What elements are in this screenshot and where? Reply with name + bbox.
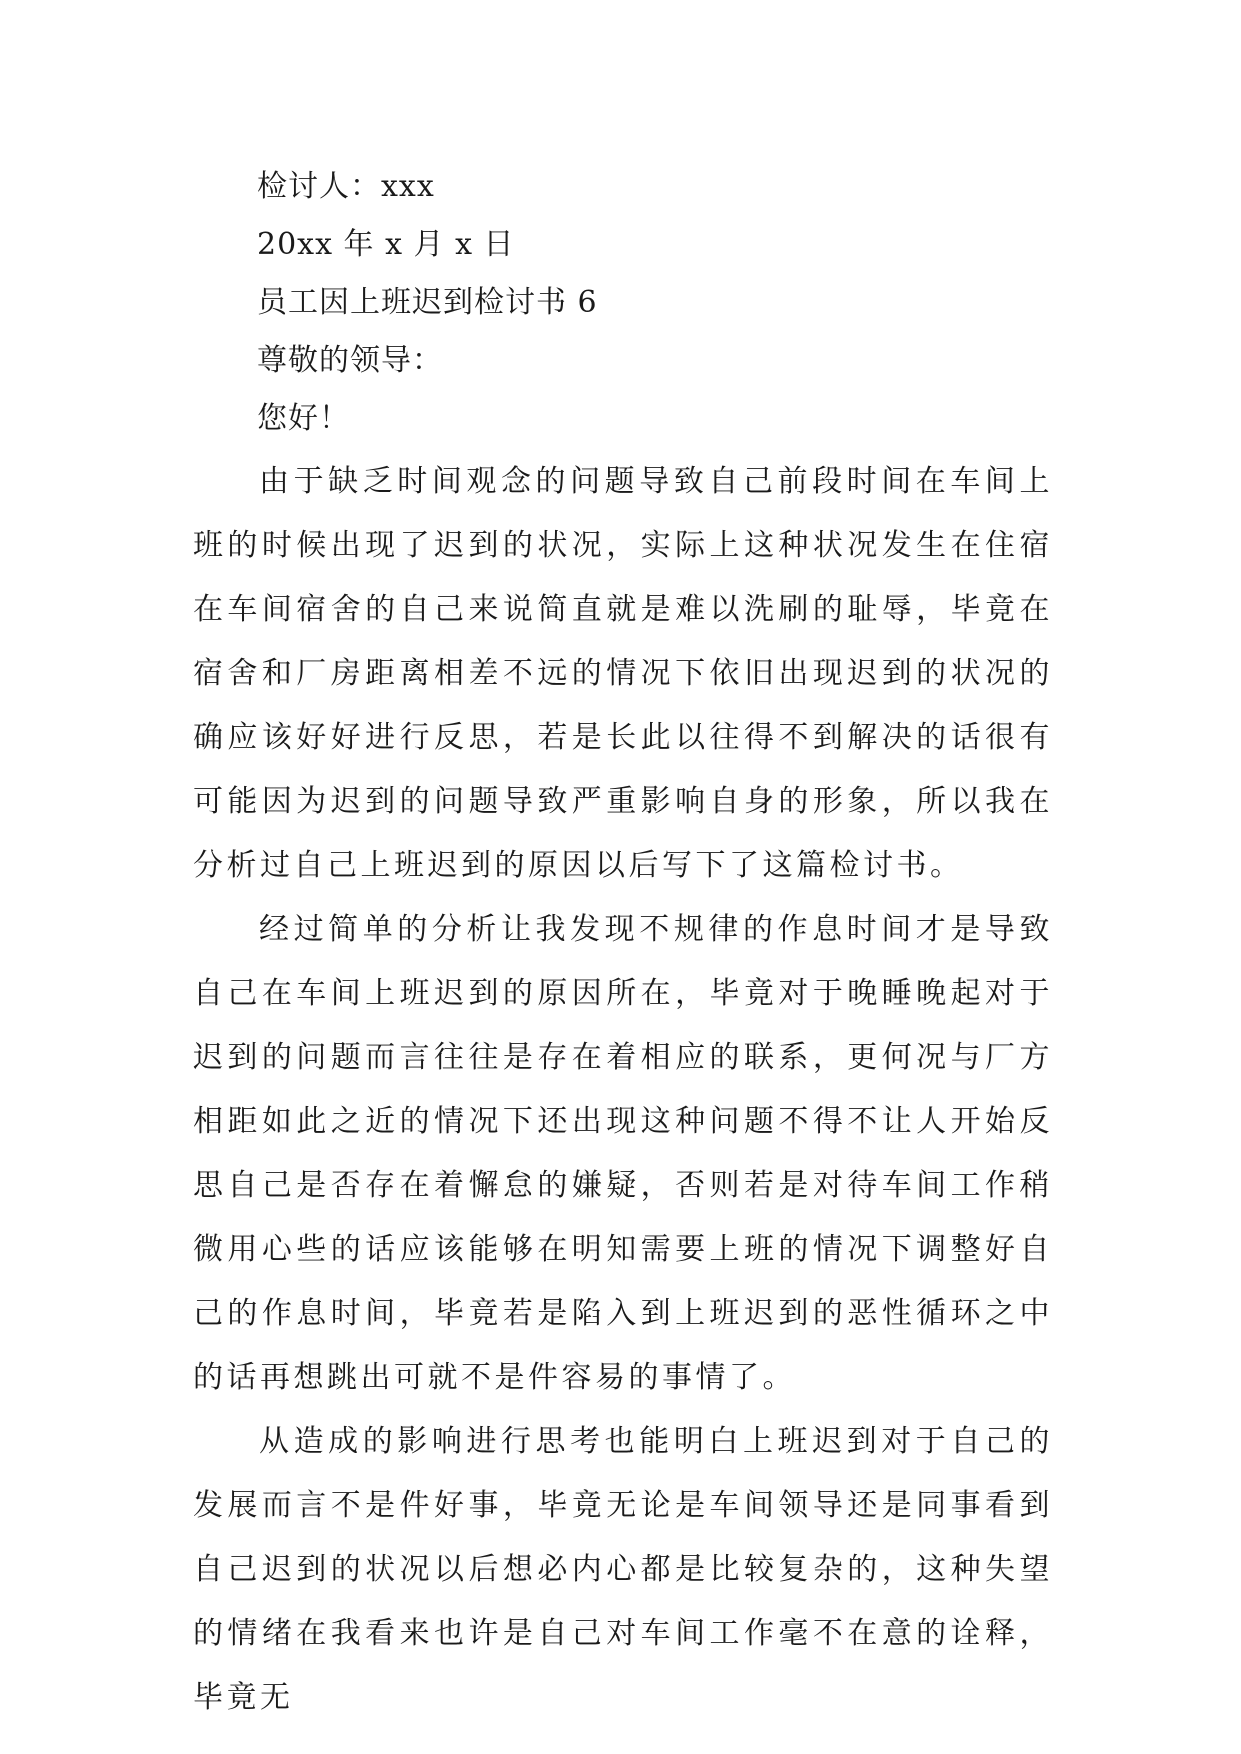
body-paragraph: 从造成的影响进行思考也能明白上班迟到对于自己的发展而言不是件好事，毕竟无论是车间领导还是同事看到自己迟到的状况以后想必内心都是比较复杂的，这种失望的情绪在我看来也许是自己对车间工作毫不在意的诠释，毕竟无 — [193, 1424, 1053, 1715]
date-line: 20xx 年 x 月 x 日 — [257, 227, 515, 262]
body-paragraph: 经过简单的分析让我发现不规律的作息时间才是导致自己在车间上班迟到的原因所在，毕竟对于晚睡晚起对于迟到的问题而言往往是存在着相应的联系，更何况与厂方相距如此之近的情况下还出现这种问题不得不让人开始反思自己是否存在着懈怠的嫌疑，否则若是对待车间工作稍微用心些的话应该能够在明知需要上班的情况下调整好自己的作息时间，毕竟若是陷入到上班迟到的恶性循环之中的话再想跳出可就不是件容易的事情了。 — [193, 912, 1053, 1395]
greeting: 您好！ — [257, 401, 350, 436]
document-title: 员工因上班迟到检讨书 6 — [257, 285, 598, 320]
body-paragraph: 由于缺乏时间观念的问题导致自己前段时间在车间上班的时候出现了迟到的状况，实际上这种状况发生在住宿在车间宿舍的自己来说简直就是难以洗刷的耻辱，毕竟在宿舍和厂房距离相差不远的情况下依旧出现迟到的状况的确应该好好进行反思，若是长此以往得不到解决的话很有可能因为迟到的问题导致严重影响自身的形象，所以我在分析过自己上班迟到的原因以后写下了这篇检讨书。 — [193, 464, 1053, 883]
document-body — [193, 158, 1053, 1730]
signer-line: 检讨人：xxx — [257, 169, 435, 204]
salutation: 尊敬的领导： — [257, 343, 443, 378]
